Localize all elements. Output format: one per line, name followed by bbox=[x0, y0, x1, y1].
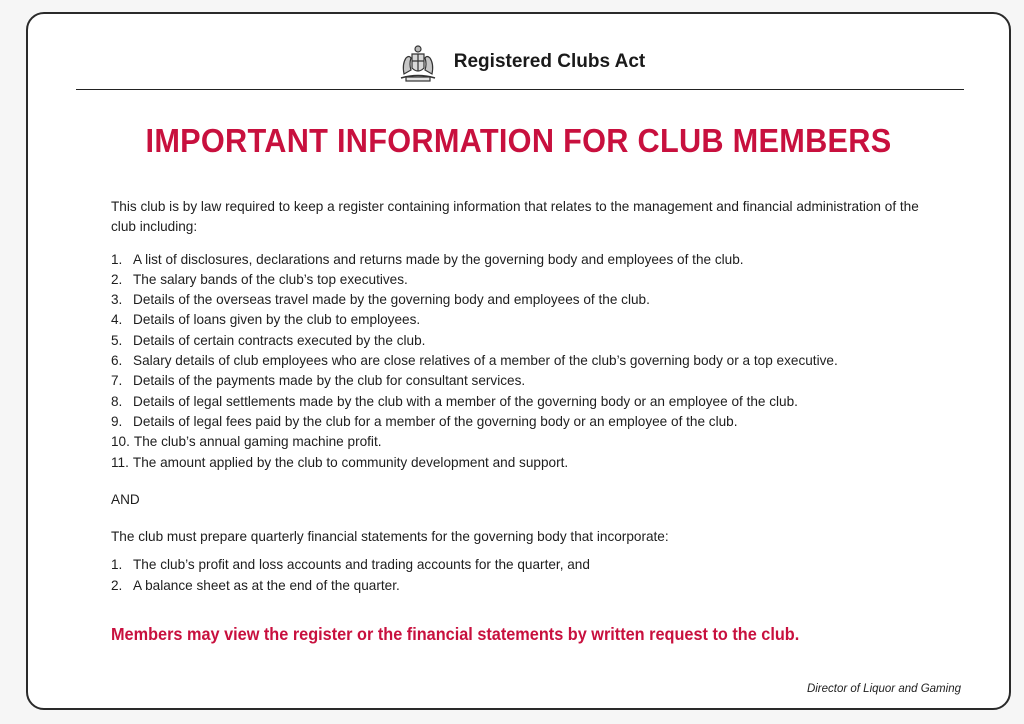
header-divider bbox=[76, 89, 964, 90]
signoff: Director of Liquor and Gaming bbox=[806, 683, 961, 695]
quarterly-list bbox=[111, 555, 941, 596]
list-item: 11. The amount applied by the club to community development and support. bbox=[111, 454, 569, 470]
list-item: 7. Details of the payments made by the club for consultant services. bbox=[111, 373, 526, 389]
act-title: Registered Clubs Act bbox=[453, 51, 646, 72]
and-label: AND bbox=[111, 491, 140, 507]
register-intro: This club is by law required to keep a register containing information that relates to the management and financial administration of the club including: bbox=[111, 199, 919, 235]
nsw-coat-of-arms-icon bbox=[392, 40, 444, 84]
list-item: 6. Salary details of club employees who are close relatives of a member of the club’s governing body or a top executive. bbox=[111, 353, 838, 369]
sign-header bbox=[28, 40, 1009, 84]
page-title: IMPORTANT INFORMATION FOR CLUB MEMBERS bbox=[145, 122, 892, 159]
list-item: 8. Details of legal settlements made by the club with a member of the governing body or an employee of the club. bbox=[111, 393, 798, 409]
list-item: 1. The club’s profit and loss accounts and trading accounts for the quarter, and bbox=[111, 557, 590, 573]
members-notice: Members may view the register or the financial statements by written request to the club. bbox=[111, 624, 800, 644]
list-item: 3. Details of the overseas travel made by the governing body and employees of the club. bbox=[111, 292, 650, 308]
notice-sign bbox=[26, 12, 1011, 710]
list-item: 4. Details of loans given by the club to employees. bbox=[111, 312, 421, 328]
list-item: 2. A balance sheet as at the end of the quarter. bbox=[111, 577, 400, 593]
notice-body bbox=[111, 197, 941, 596]
list-item: 5. Details of certain contracts executed by the club. bbox=[111, 332, 426, 348]
list-item: 9. Details of legal fees paid by the club for a member of the governing body or an employee of the club. bbox=[111, 413, 738, 429]
list-item: 2. The salary bands of the club’s top executives. bbox=[111, 271, 408, 287]
quarterly-intro: The club must prepare quarterly financial statements for the governing body that incorporate: bbox=[111, 529, 669, 545]
list-item: 10. The club’s annual gaming machine profit. bbox=[111, 434, 382, 450]
register-list bbox=[111, 250, 941, 473]
list-item: 1. A list of disclosures, declarations and returns made by the governing body and employees of the club. bbox=[111, 251, 744, 267]
